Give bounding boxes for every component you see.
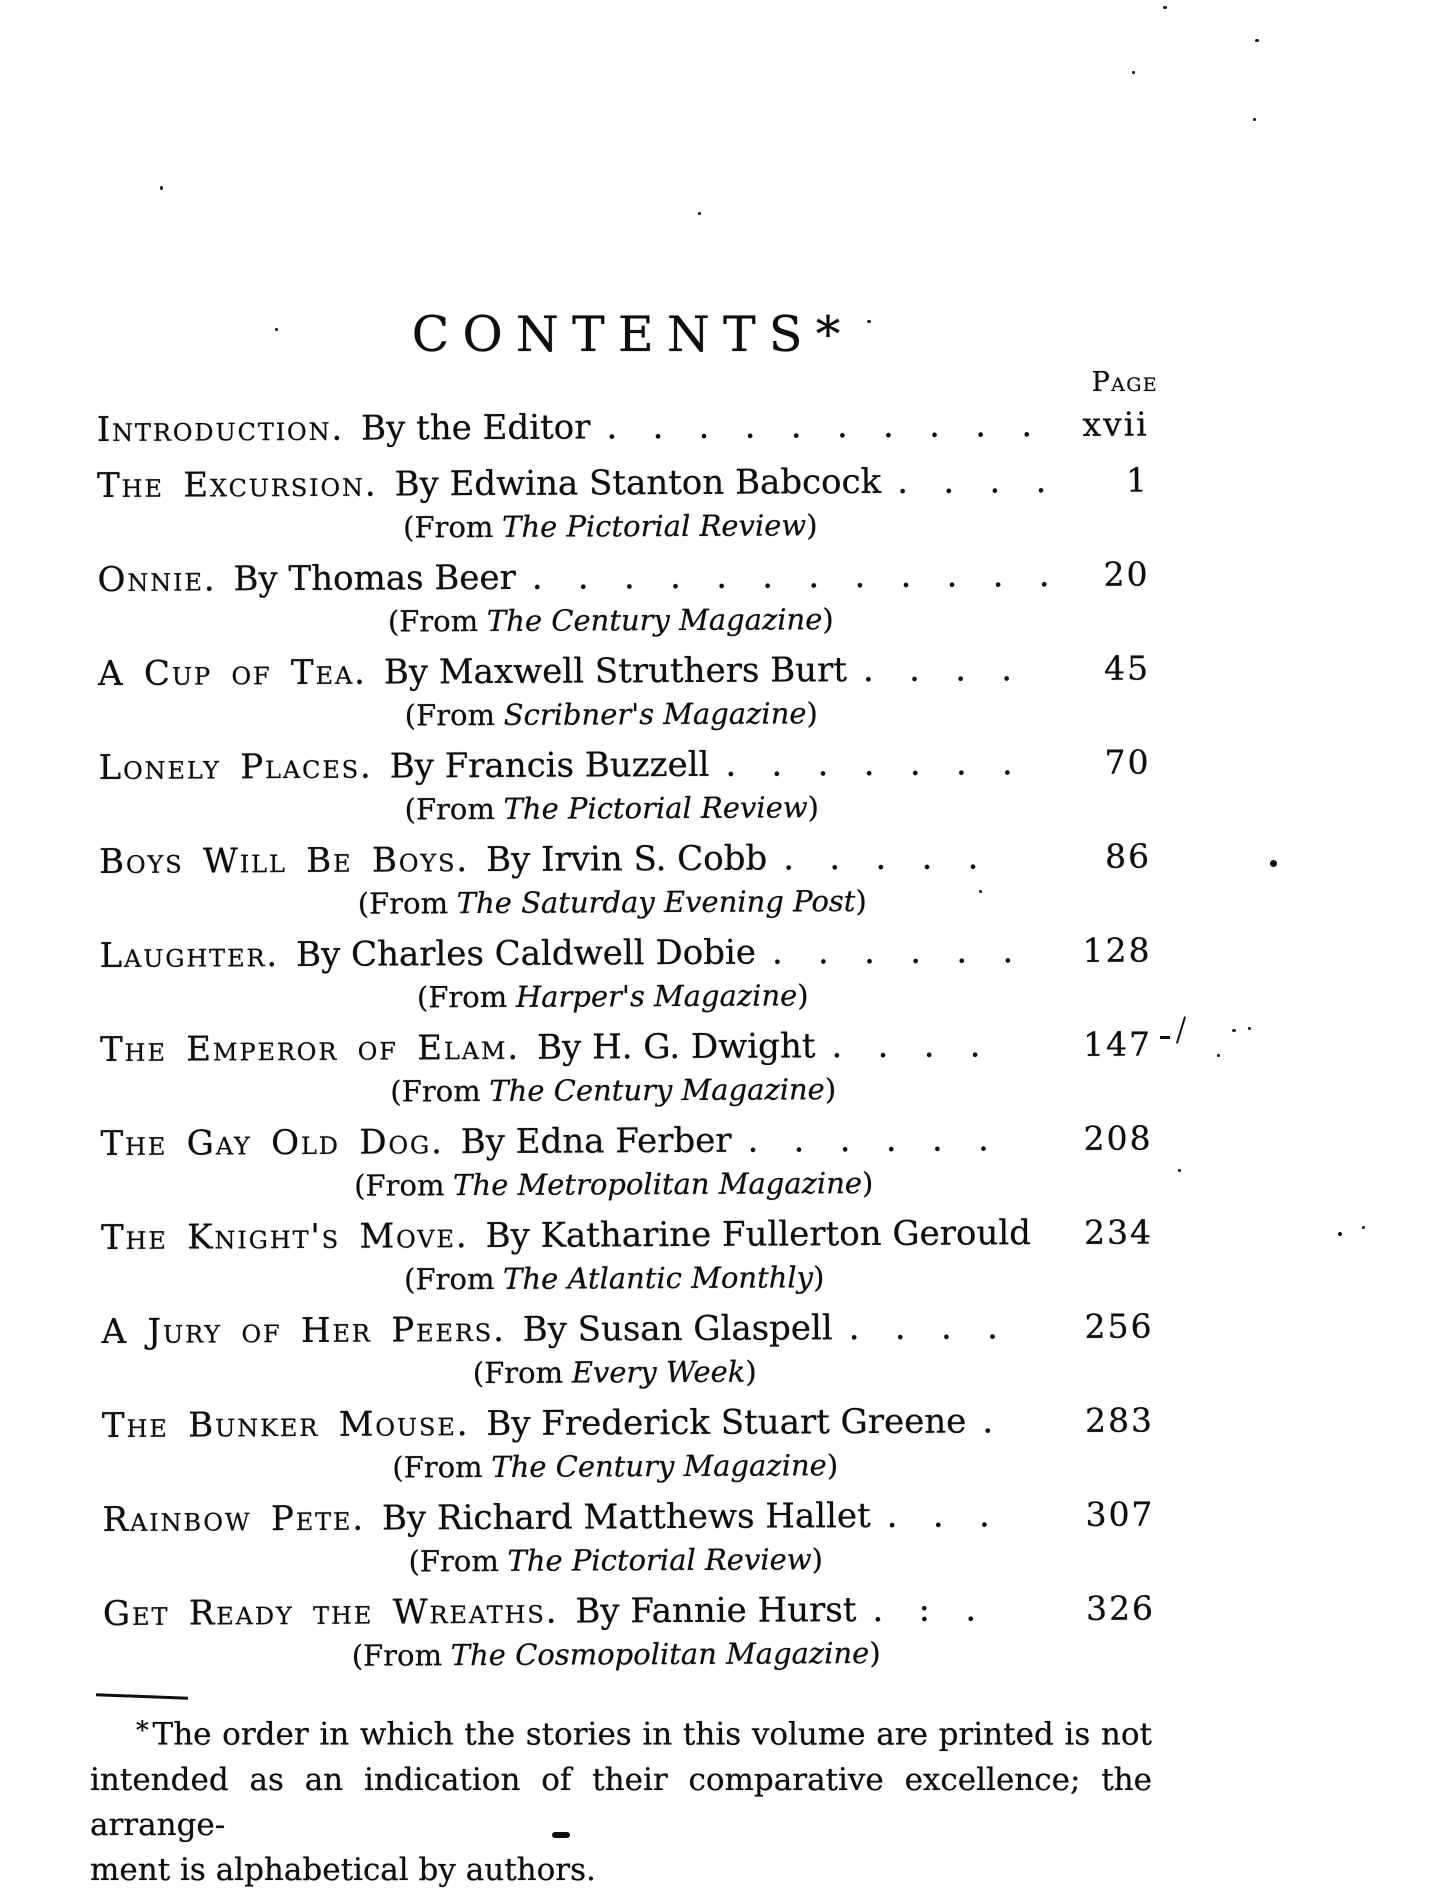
- entry-source: [98, 690, 1150, 739]
- entry-author: By Frederick Stuart Greene: [486, 1399, 966, 1446]
- entry-source: [98, 596, 1150, 645]
- source-name: The Saturday Evening Post: [457, 884, 856, 920]
- toc-entry: [101, 1210, 1153, 1303]
- contents-page: [100, 0, 1152, 1893]
- entry-source: [100, 1066, 1152, 1115]
- leader-dots: . . . .: [881, 459, 1057, 504]
- close-paren: ): [869, 1636, 881, 1670]
- scan-speck: [1232, 1029, 1236, 1032]
- entry-page-number: 208: [1060, 1116, 1152, 1160]
- from-label: (From: [392, 1450, 482, 1484]
- entry-author: By Francis Buzzell: [390, 743, 710, 789]
- leader-dots: . . . .: [847, 647, 1058, 692]
- entry-author: By Edna Ferber: [461, 1119, 732, 1164]
- leader-dots: .: [966, 1399, 1062, 1444]
- footnote-line: intended as an indication of their comparative excellence; the arrange-: [90, 1758, 1152, 1848]
- scan-smudge: [552, 1832, 570, 1838]
- close-paren: ): [862, 1166, 874, 1200]
- entry-author: By Thomas Beer: [233, 556, 516, 601]
- entry-title: The Emperor of Elam.: [100, 1026, 520, 1072]
- entry-page-number: 20: [1057, 552, 1149, 596]
- page-column-header: Page: [100, 367, 1158, 398]
- toc-entry: [98, 740, 1150, 833]
- leader-dots: . . . . . . . . . .: [590, 403, 1057, 449]
- entry-page-number: 70: [1058, 740, 1150, 784]
- entry-page-number: 128: [1059, 928, 1151, 972]
- from-label: (From: [388, 604, 478, 638]
- source-name: The Century Magazine: [489, 1072, 825, 1108]
- entry-title: Lonely Places.: [98, 745, 372, 790]
- scan-speck: [1270, 860, 1277, 867]
- entry-title: Laughter.: [99, 933, 279, 978]
- source-name: The Pictorial Review: [502, 508, 806, 544]
- scan-dash: [1160, 1036, 1170, 1039]
- entry-page-number: 256: [1061, 1304, 1153, 1348]
- entry-author: By Katharine Fullerton Gerould: [485, 1211, 1031, 1258]
- toc-entry: [101, 1304, 1153, 1397]
- from-label: (From: [404, 792, 494, 826]
- footnote: [90, 1708, 1152, 1893]
- source-name: The Pictorial Review: [503, 790, 807, 826]
- close-paren: ): [811, 1542, 823, 1576]
- scan-tick: [1176, 1016, 1186, 1043]
- scan-speck: [1248, 1027, 1251, 1030]
- toc-entry: [102, 1398, 1154, 1491]
- from-label: (From: [405, 698, 495, 732]
- entry-author: By Richard Matthews Hallet: [382, 1494, 871, 1541]
- entry-author: By Maxwell Struthers Burt: [384, 648, 847, 694]
- footnote-asterisk: *: [136, 1715, 153, 1745]
- footnote-text: The order in which the stories in this volume are printed is not: [153, 1717, 1152, 1753]
- entry-source: [97, 502, 1149, 551]
- entry-title: The Knight's Move.: [101, 1214, 469, 1260]
- entry-author: By Charles Caldwell Dobie: [296, 931, 756, 977]
- entry-page-number: 1: [1057, 458, 1149, 502]
- close-paren: ): [825, 1072, 837, 1106]
- leader-dots: . . . .: [815, 1023, 1060, 1068]
- entry-author: By Fannie Hurst: [575, 1588, 856, 1633]
- entry-title: Introduction.: [97, 407, 345, 452]
- entry-source: [101, 1254, 1153, 1303]
- source-name: The Pictorial Review: [507, 1542, 811, 1578]
- entry-source: [103, 1630, 1155, 1679]
- leader-dots: . . . .: [833, 1305, 1062, 1350]
- entry-title: The Gay Old Dog.: [100, 1120, 443, 1166]
- toc-entry: [100, 1116, 1152, 1209]
- entry-source: [102, 1442, 1154, 1491]
- entry-source: [102, 1348, 1154, 1397]
- entry-page-number: 234: [1061, 1210, 1153, 1254]
- from-label: (From: [358, 886, 448, 920]
- entry-author: By the Editor: [361, 405, 591, 450]
- entry-title: A Cup of Tea.: [98, 651, 367, 696]
- entry-author: By Edwina Stanton Babcock: [394, 460, 881, 507]
- entry-source: [103, 1536, 1155, 1585]
- entry-title: Boys Will Be Boys.: [99, 838, 469, 884]
- table-of-contents: [97, 403, 1156, 1679]
- from-label: (From: [403, 510, 493, 544]
- leader-dots: . . . . . . . . . . . .: [516, 553, 1058, 600]
- from-label: (From: [404, 1262, 494, 1296]
- from-label: (From: [390, 1074, 480, 1108]
- leader-dots: . . . . . .: [731, 1117, 1060, 1163]
- page-title: CONTENTS*: [100, 0, 1152, 363]
- scan-speck: [1362, 1226, 1365, 1229]
- source-name: The Atlantic Monthly: [503, 1260, 813, 1296]
- source-name: Harper's Magazine: [516, 978, 798, 1013]
- entry-author: By H. G. Dwight: [537, 1024, 816, 1069]
- source-name: Every Week: [572, 1355, 746, 1390]
- from-label: (From: [473, 1356, 563, 1390]
- toc-entry: [102, 1492, 1154, 1585]
- leader-dots: . . . . . .: [756, 929, 1060, 975]
- scan-speck: [1217, 1054, 1220, 1057]
- source-name: The Century Magazine: [487, 602, 823, 638]
- scan-speck: [160, 186, 163, 190]
- source-name: The Metropolitan Magazine: [453, 1166, 862, 1202]
- close-paren: ): [855, 884, 867, 918]
- entry-author: By Irvin S. Cobb: [486, 837, 767, 882]
- leader-dots: . . . . . . .: [709, 741, 1058, 787]
- entry-source: [99, 878, 1151, 927]
- scan-speck: [275, 328, 278, 331]
- source-name: Scribner's Magazine: [504, 696, 807, 732]
- scan-speck: [1163, 6, 1167, 9]
- close-paren: ): [806, 696, 818, 730]
- entry-page-number: 147: [1060, 1022, 1152, 1066]
- scan-speck: [698, 212, 701, 215]
- entry-title: A Jury of Her Peers.: [101, 1308, 505, 1354]
- footnote-rule: [96, 1693, 188, 1700]
- scan-speck: [867, 320, 871, 323]
- leader-dots: . . .: [871, 1493, 1063, 1538]
- close-paren: ): [822, 602, 834, 636]
- close-paren: ): [808, 790, 820, 824]
- entry-page-number: 45: [1058, 646, 1150, 690]
- entry-page-number: 307: [1062, 1492, 1154, 1536]
- scan-speck: [1253, 118, 1256, 121]
- leader-dots: . : .: [856, 1587, 1063, 1632]
- entry-title: Rainbow Pete.: [102, 1497, 365, 1542]
- entry-title: The Excursion.: [97, 463, 378, 508]
- toc-entry: [97, 458, 1149, 551]
- toc-entry: [99, 928, 1151, 1021]
- toc-entry: [98, 646, 1150, 739]
- entry-page-number: xvii: [1057, 403, 1149, 447]
- entry-page-number: 86: [1059, 834, 1151, 878]
- footnote-line: [90, 1708, 1152, 1758]
- close-paren: ): [745, 1355, 757, 1389]
- close-paren: ): [827, 1448, 839, 1482]
- toc-entry: [99, 834, 1151, 927]
- close-paren: ): [797, 978, 809, 1012]
- toc-entry: [97, 403, 1149, 453]
- close-paren: ): [806, 508, 818, 542]
- entry-source: [99, 784, 1151, 833]
- toc-entry: [103, 1586, 1155, 1679]
- entry-page-number: 326: [1063, 1586, 1155, 1630]
- from-label: (From: [408, 1544, 498, 1578]
- close-paren: ): [813, 1260, 825, 1294]
- scan-speck: [1132, 71, 1135, 74]
- entry-source: [101, 1160, 1153, 1209]
- from-label: (From: [354, 1168, 444, 1202]
- leader-dots: . . . . .: [767, 835, 1059, 881]
- from-label: (From: [417, 980, 507, 1014]
- entry-author: By Susan Glaspell: [523, 1306, 833, 1352]
- from-label: (From: [352, 1638, 442, 1672]
- toc-entry: [97, 552, 1149, 645]
- scan-speck: [1255, 39, 1259, 42]
- entry-title: Get Ready the Wreaths.: [103, 1590, 559, 1636]
- source-name: The Cosmopolitan Magazine: [451, 1636, 870, 1672]
- entry-source: [100, 972, 1152, 1021]
- scan-speck: [979, 890, 982, 893]
- entry-title: The Bunker Mouse.: [102, 1402, 470, 1448]
- footnote-line: ment is alphabetical by authors.: [90, 1848, 1152, 1893]
- scan-speck: [1338, 1232, 1342, 1236]
- entry-page-number: 283: [1062, 1398, 1154, 1442]
- toc-entry: [100, 1022, 1152, 1115]
- scan-speck: [1178, 1169, 1181, 1172]
- entry-title: Onnie.: [97, 557, 216, 602]
- source-name: The Century Magazine: [491, 1448, 827, 1484]
